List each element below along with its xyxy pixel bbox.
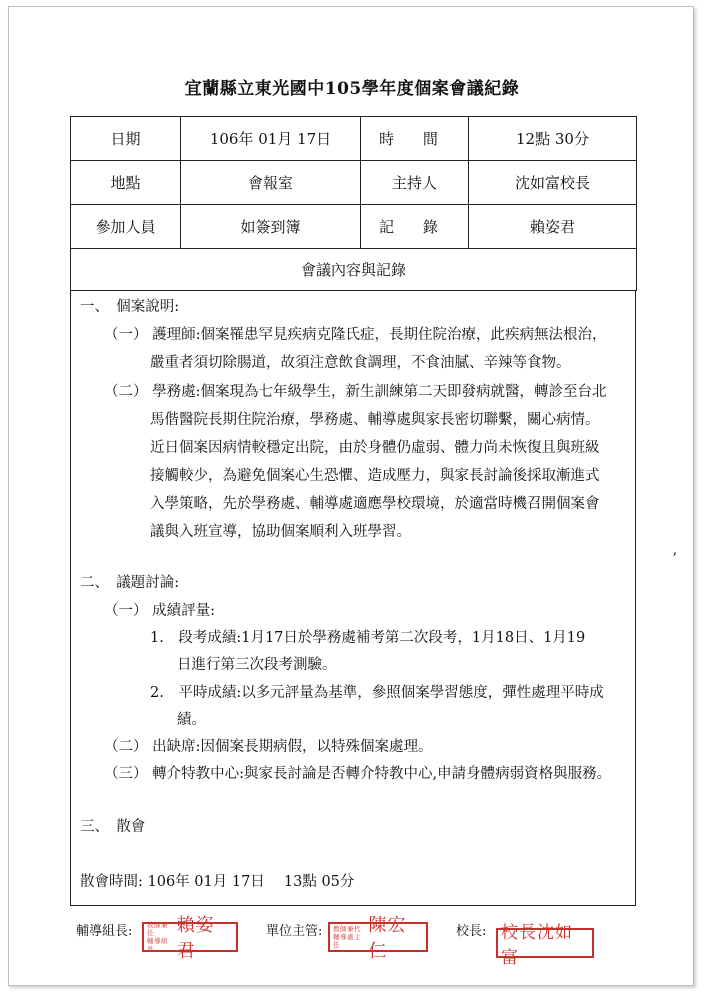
place-label: 地點 <box>71 161 181 205</box>
counseling-leader-label: 輔導組長: <box>76 924 133 939</box>
table-row-attendees <box>71 205 637 249</box>
table-row-content-header <box>71 249 637 291</box>
unit-head-label: 單位主管: <box>266 924 323 939</box>
section-2-title: 二、 議題討論: <box>80 575 180 591</box>
sec1-item1-line2: 嚴重者須切除腸道，故須注意飲食調理，不食油膩、辛辣等食物。 <box>150 355 571 371</box>
recorder-value: 賴姿君 <box>469 205 637 249</box>
sec2-item1-sub1-line1: 1. 段考成績:1月17日於學務處補考第二次段考，1月18日、1月19 <box>150 630 586 646</box>
attendees-value: 如簽到簿 <box>181 205 361 249</box>
principal-label: 校長: <box>456 924 487 939</box>
section-3-title: 三、 散會 <box>80 819 146 835</box>
host-value: 沈如富校長 <box>469 161 637 205</box>
attendees-label: 參加人員 <box>71 205 181 249</box>
sec2-item2: （二） 出缺席:因個案長期病假，以特殊個案處理。 <box>104 739 433 755</box>
sec2-item1-sub2-line1: 2. 平時成績:以多元評量為基準，參照個案學習態度，彈性處理平時成 <box>150 685 604 701</box>
stray-mark: ʼ <box>672 551 677 567</box>
sec1-item2-line2: 馬偕醫院長期住院治療，學務處、輔導處與家長密切聯繫，關心病情。 <box>150 412 600 428</box>
sec2-item3: （三） 轉介特教中心:與家長討論是否轉介特教中心,申請身體病弱資格與服務。 <box>104 766 612 782</box>
sec1-item2-line5: 入學策略，先於學務處、輔導處適應學校環境，於適當時機召開個案會 <box>150 496 600 512</box>
sec2-item1-sub1-line2: 日進行第三次段考測驗。 <box>177 657 337 673</box>
time-value: 12點 30分 <box>469 117 637 161</box>
end-time: 散會時間: 106年 01月 17日 13點 05分 <box>80 874 355 890</box>
host-label: 主持人 <box>361 161 469 205</box>
time-label: 時 間 <box>361 117 469 161</box>
sec1-item2-line4: 接觸較少，為避免個案心生恐懼、造成壓力，與家長討論後採取漸進式 <box>150 468 600 484</box>
sec2-item1: （一） 成績評量: <box>104 603 215 619</box>
date-label: 日期 <box>71 117 181 161</box>
principal-stamp <box>496 923 594 968</box>
sec1-item2-line6: 議與入班宣導，協助個案順利入班學習。 <box>150 524 411 540</box>
section-1-title: 一、 個案說明: <box>80 299 180 315</box>
document-title: 宜蘭縣立東光國中105學年度個案會議紀錄 <box>184 79 520 99</box>
sec2-item1-sub2-line2: 績。 <box>177 712 206 728</box>
unit-head-stamp-name: 陳宏仁 <box>368 915 407 962</box>
principal-stamp-text: 校長沈如富 <box>501 923 573 968</box>
unit-head-stamp-title: 教師兼代 輔導處主任 <box>333 925 361 949</box>
counseling-leader-stamp-title: 教師兼任 輔導組長 <box>147 921 168 953</box>
meeting-info-table <box>70 116 637 291</box>
sec1-item2-line1: （二） 學務處:個案現為七年級學生，新生訓練第二天即發病就醫，轉診至台北 <box>104 384 607 400</box>
sec1-item2-line3: 近日個案因病情較穩定出院，由於身體仍虛弱、體力尚未恢復且與班級 <box>150 440 600 456</box>
place-value: 會報室 <box>181 161 361 205</box>
counseling-leader-stamp <box>142 915 238 962</box>
date-value: 106年 01月 17日 <box>181 117 361 161</box>
recorder-label: 記 錄 <box>361 205 469 249</box>
counseling-leader-stamp-name: 賴姿君 <box>176 915 215 962</box>
table-row-date <box>71 117 637 161</box>
content-header: 會議內容與記錄 <box>71 249 637 291</box>
table-row-place <box>71 161 637 205</box>
sec1-item1-line1: （一） 護理師:個案罹患罕見疾病克隆氏症，長期住院治療，此疾病無法根治， <box>104 327 607 343</box>
unit-head-stamp <box>328 915 428 962</box>
